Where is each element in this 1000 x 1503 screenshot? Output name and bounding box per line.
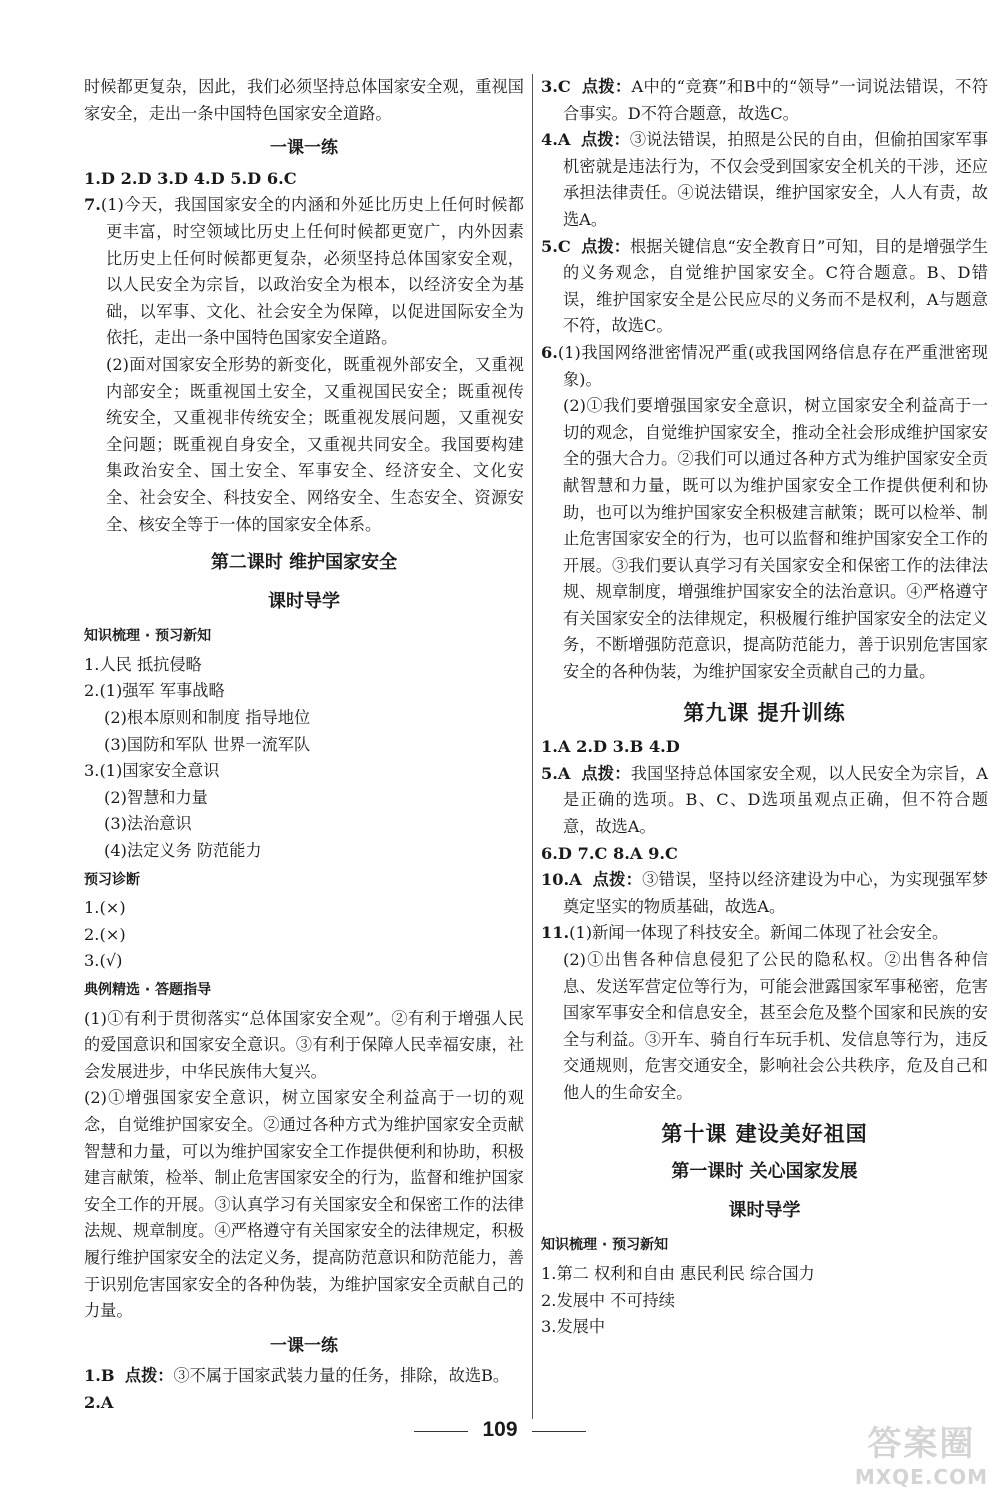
knowledge-2c: (3)国防和军队 世界一流军队 [104, 734, 311, 754]
answer-5-number: 5.C [541, 236, 571, 256]
training-answer-5 [541, 761, 988, 841]
practice-answer-1-number: 1.B [84, 1366, 115, 1386]
diagnosis-1: 1.(×) [84, 898, 126, 918]
knowledge-subheading-2: 知识梳理 · 预习新知 [541, 1237, 669, 1254]
example-part1: (1)①有利于贯彻落实“总体国家安全观”。②有利于增强人民的爱国意识和国家安全意识。③有利于保障人民幸福安康，社会发展进步，中华民族伟大复兴。 [84, 1008, 524, 1081]
left-column [84, 74, 524, 1417]
knowledge-3d: (4)法定义务 防范能力 [104, 841, 262, 861]
training-answer-5-text: 我国坚持总体国家安全观，以人民安全为宗旨，A是正确的选项。B、C、D选项虽观点正确，但不符合题意，故选A。 [563, 763, 988, 837]
knowledge-2: 2.(1)强军 军事战略 [84, 681, 225, 701]
example-part2: (2)①增强国家安全意识，树立国家安全利益高于一切的观念，自觉维护国家安全。②通过各种方式为维护国家安全贡献智慧和力量，可以为维护国家安全工作提供便利和协助，积极建言献策，检举、制止危害国家安全的行为，监督和维护国家安全工作的开展。③认真学习有关国家安全和保密工作的法律法规、规章制度。④严格遵守有关国家安全的法律规定，积极履行维护国家安全的法定义务，提高防范意识和防范能力，善于识别危害国家安全的各种伪装，为维护国家安全贡献自己的力量。 [84, 1088, 524, 1321]
answers-1-6: 1.D 2.D 3.D 4.D 5.D 6.C [84, 168, 297, 188]
answer-6-part1 [541, 340, 988, 393]
column-divider [532, 74, 533, 1419]
training-answer-11-part2: (2)①出售各种信息侵犯了公民的隐私权。②出售各种信息、发送军营定位等行为，可能会泄露国家军事秘密，危害国家军事安全和信息安全，甚至会危及整个国家和民族的安全与利益。③开车、骑自行车玩手机、发信息等行为，违反交通规则，危害交通安全，影响社会公共秩序，危及自己和他人的生命安全。 [563, 950, 988, 1102]
answer-5 [541, 234, 988, 340]
lesson-9-heading: 第九课 提升训练 [683, 699, 846, 725]
knowledge-subheading: 知识梳理 · 预习新知 [84, 628, 212, 645]
knowledge-2-2: 2.发展中 不可持续 [541, 1290, 675, 1310]
watermark-top: 答案圈 [867, 1424, 976, 1464]
knowledge-3: 3.(1)国家安全意识 [84, 761, 220, 781]
guide-heading-2: 课时导学 [728, 1199, 801, 1221]
diagnosis-subheading: 预习诊断 [84, 871, 140, 888]
section-heading-practice-2: 一课一练 [270, 1335, 338, 1356]
training-answer-5-number: 5.A [541, 763, 571, 783]
q7-number: 7. [84, 195, 101, 215]
practice-answer-1 [84, 1363, 524, 1390]
diagnosis-3: 3.(√) [84, 951, 123, 971]
answer-5-text: 根据关键信息“安全教育日”可知，目的是增强学生的义务观念，自觉维护国家安全。C符合题意。B、D错误，维护国家安全是公民应尽的义务而不是权利，A与题意不符，故选C。 [563, 236, 989, 336]
section-heading-practice: 一课一练 [270, 138, 338, 159]
training-answer-11-part1-text: (1)新闻一体现了科技安全。新闻二体现了社会安全。 [569, 923, 949, 943]
answer-6-part1-text: (1)我国网络泄密情况严重(或我国网络信息存在严重泄密现象)。 [557, 342, 988, 389]
hint-label: 点拨： [124, 1366, 174, 1386]
knowledge-3c: (3)法治意识 [104, 814, 192, 834]
knowledge-2-1: 1.第二 权利和自由 惠民利民 综合国力 [541, 1263, 815, 1283]
knowledge-1: 1.人民 抵抗侵略 [84, 654, 202, 674]
knowledge-2-3: 3.发展中 [541, 1317, 606, 1337]
footer-rule-left [414, 1431, 468, 1432]
q7-part1-text: (1)今天，我国国家安全的内涵和外延比历史上任何时候都更丰富，时空领域比历史上任何时候都更宽广，内外因素比历史上任何时候都更复杂，必须坚持总体国家安全观，以人民安全为宗旨，以政治安全为根本，以经济安全为基础，以军事、文化、社会安全为保障，以促进国际安全为依托，走出一条中国特色国家安全道路。 [100, 195, 524, 348]
guide-heading: 课时导学 [268, 590, 340, 612]
answer-6-part2: (2)①我们要增强国家安全意识，树立国家安全利益高于一切的观念，自觉维护国家安全，推动全社会形成维护国家安全的强大合力。②我们可以通过各种方式为维护国家安全贡献智慧和力量，既可以为维护国家安全工作提供便利和协助，也可以为维护国家安全积极建言献策；既可以检举、制止危害国家安全的行为，也可以监督和维护国家安全工作的开展。③我们要认真学习有关国家安全和保密工作的法律法规、规章制度，增强维护国家安全的法治意识。④严格遵守有关国家安全的法律规定，积极履行维护国家安全的法定义务，不断增强防范意识，提高防范能力，善于识别危害国家安全的各种伪装，为维护国家安全贡献自己的力量。 [563, 396, 988, 682]
diagnosis-2: 2.(×) [84, 924, 126, 944]
answer-6-number: 6. [541, 342, 558, 362]
lesson-heading: 第二课时 维护国家安全 [210, 552, 398, 574]
training-answer-10-text: ③错误，坚持以经济建设为中心，为实现强军梦奠定坚实的物质基础，故选A。 [563, 870, 989, 916]
training-answer-10-number: 10.A [541, 870, 582, 890]
training-answers-1-4: 1.A 2.D 3.B 4.D [541, 737, 680, 757]
answer-4-number: 4.A [541, 130, 571, 150]
watermark [855, 1416, 988, 1489]
examples-subheading: 典例精选 · 答题指导 [84, 982, 212, 998]
knowledge-2b: (2)根本原则和制度 指导地位 [104, 708, 311, 728]
page-number: 109 [482, 1418, 518, 1441]
training-answer-11-part1 [541, 920, 988, 947]
answer-4 [541, 127, 988, 233]
hint-label: 点拨： [581, 236, 631, 256]
q7-part1 [84, 192, 524, 352]
footer-rule-right [532, 1431, 586, 1432]
answer-3-number: 3.C [541, 77, 571, 96]
page-footer [0, 1418, 1000, 1448]
hint-label: 点拨： [592, 870, 643, 890]
answer-3 [541, 74, 988, 127]
q7-part2: (2)面对国家安全形势的新变化，既重视外部安全，又重视内部安全；既重视国土安全，又重视国民安全；既重视传统安全，又重视非传统安全；既重视发展问题，又重视安全问题；既重视自身安全，又重视共同安全。我国要构建集政治安全、国土安全、军事安全、经济安全、文化安全、社会安全、科技安全、网络安全、生态安全、资源安全、核安全等于一体的国家安全体系。 [106, 354, 524, 534]
answer-4-text: ③说法错误，拍照是公民的自由，但偷拍国家军事机密就是违法行为，不仅会受到国家安全机关的干涉，还应承担法律责任。④说法错误，维护国家安全，人人有责，故选A。 [563, 130, 989, 229]
right-column [541, 74, 988, 1341]
training-answers-6-9: 6.D 7.C 8.A 9.C [541, 843, 678, 863]
training-answer-10 [541, 867, 988, 920]
training-answer-11-number: 11. [541, 923, 570, 943]
lesson-10-period-heading: 第一课时 关心国家发展 [671, 1161, 858, 1183]
practice-answer-2: 2.A [84, 1392, 114, 1412]
hint-label: 点拨： [581, 77, 632, 96]
answer-3-text: A中的“竞赛”和B中的“领导”一词说法错误，不符合事实。D不符合题意，故选C。 [563, 77, 989, 123]
watermark-bottom: MXQE.COM [854, 1465, 988, 1489]
hint-label: 点拨： [580, 130, 630, 150]
lesson-10-heading: 第十课 建设美好祖国 [661, 1120, 868, 1146]
hint-label: 点拨： [581, 763, 631, 783]
knowledge-3b: (2)智慧和力量 [104, 787, 208, 807]
practice-answer-1-text: ③不属于国家武装力量的任务，排除，故选B。 [173, 1366, 510, 1386]
intro-paragraph: 时候都更复杂，因此，我们必须坚持总体国家安全观，重视国家安全，走出一条中国特色国家安全道路。 [84, 77, 524, 123]
